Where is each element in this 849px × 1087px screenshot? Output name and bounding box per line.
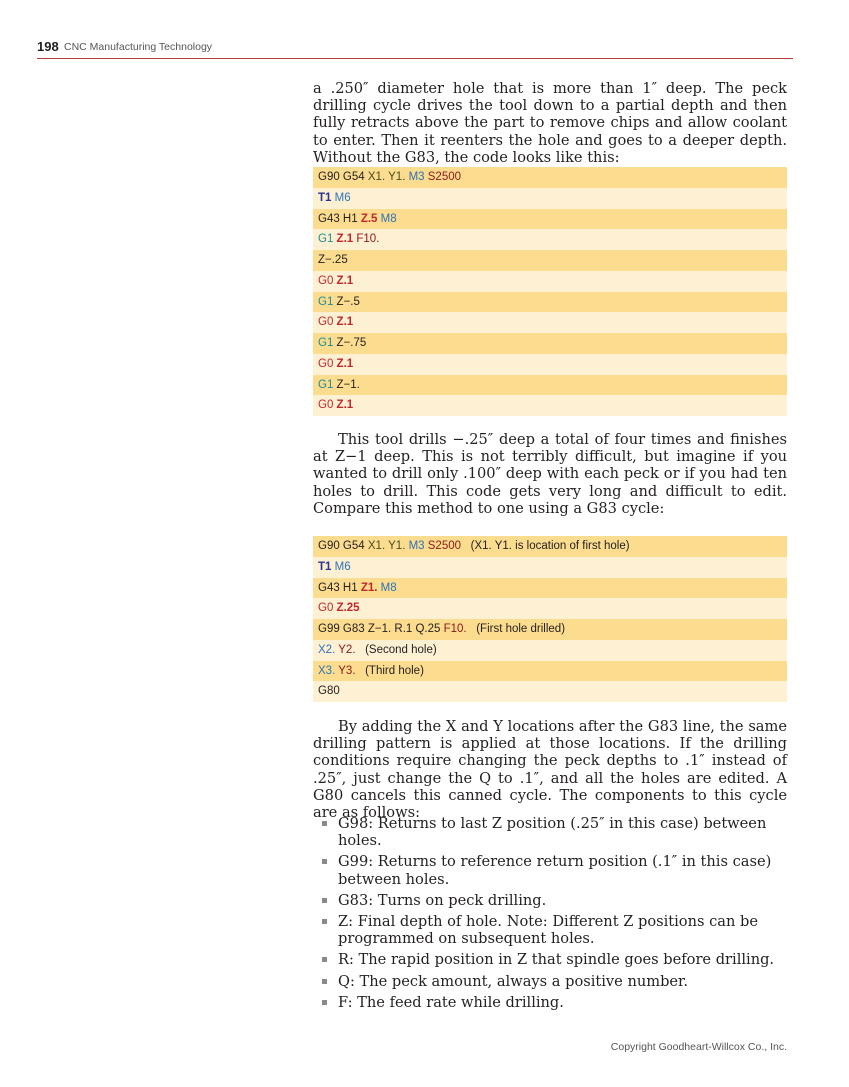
code-token: (First hole drilled): [466, 623, 566, 635]
list-item: [321, 994, 781, 1011]
code-token: T1: [318, 560, 335, 573]
code-line: [313, 661, 787, 682]
code-token: G99 G83 Z−1. R.1 Q.25: [318, 623, 444, 635]
page-header: [37, 38, 793, 59]
code-line: [313, 395, 787, 416]
code-token: T1: [318, 191, 335, 204]
code-line: [313, 598, 787, 619]
bullet-square-icon: [322, 957, 327, 962]
code-line: [313, 354, 787, 375]
code-token: Z.1: [336, 274, 354, 287]
code-line: [313, 375, 787, 396]
code-line: [313, 209, 787, 230]
code-token: G1: [318, 233, 337, 246]
components-paragraph-block: [313, 718, 787, 821]
list-item: [321, 892, 781, 909]
list-item-text: G98: Returns to last Z position (.25″ in this case) between holes.: [338, 815, 767, 850]
code-token: Z.1: [336, 357, 354, 370]
middle-paragraph: This tool drills −.25″ deep a total of four times and finishes at Z−1 deep. This is not terribly difficult, but imagine if you wanted to drill only .100″ deep with each peck or if you had ten holes to drill. This code gets very long and difficult to edit. Compare this method to one using a G83 cycle:: [313, 431, 787, 517]
list-item: [321, 913, 781, 947]
code-token: G0: [318, 274, 337, 287]
list-item: [321, 951, 781, 968]
list-item-text: Z: Final depth of hole. Note: Different Z positions can be programmed on subsequent holes.: [338, 913, 759, 948]
code-token: M3: [408, 540, 428, 552]
code-token: Z.1: [336, 316, 354, 329]
code-token: G0: [318, 399, 337, 412]
code-token: S2500: [427, 171, 462, 183]
code-token: Z.1: [336, 399, 354, 412]
code-token: F10.: [443, 623, 467, 635]
code-token: M3: [408, 171, 428, 183]
code-token: Z.25: [336, 602, 360, 615]
code-token: Z−.25: [318, 254, 348, 266]
code-token: M6: [334, 560, 351, 573]
list-item-text: R: The rapid position in Z that spindle goes before drilling.: [338, 951, 775, 969]
list-item-text: G99: Returns to reference return position (.1″ in this case) between holes.: [338, 853, 772, 888]
code-token: Z.1: [336, 233, 357, 246]
code-token: G90 G54: [318, 171, 368, 183]
code-token: (Third hole): [355, 664, 424, 677]
code-line: [313, 229, 787, 250]
code-token: Z−1.: [336, 378, 360, 391]
code-token: G0: [318, 316, 337, 329]
code-token: Y2.: [338, 643, 356, 656]
code-line: [313, 333, 787, 354]
code-token: F10: [356, 233, 377, 246]
code-line: [313, 681, 787, 702]
code-token: G80: [318, 685, 340, 698]
code-line: [313, 619, 787, 640]
code-token: G0: [318, 602, 337, 615]
code-line: [313, 292, 787, 313]
code-token: M6: [334, 191, 351, 204]
intro-paragraph: a .250″ diameter hole that is more than 1″ deep. The peck drilling cycle drives the tool down to a partial depth and then fully retracts above the part to remove chips and allow coolant to enter. Then it reenters the hole and goes to a deeper depth. Without the G83, the code looks like this:: [313, 80, 787, 166]
code-token: X2.: [318, 643, 339, 656]
bullet-square-icon: [322, 979, 327, 984]
intro-paragraph-block: [313, 80, 787, 166]
code-token: (Second hole): [355, 643, 437, 656]
list-item-text: Q: The peck amount, always a positive number.: [338, 972, 689, 990]
code-token: Z−.5: [336, 295, 360, 308]
code-token: M8: [380, 581, 397, 594]
cycle-components-list: [321, 815, 781, 1015]
code-token: Z.5: [360, 212, 381, 225]
list-item-text: G83: Turns on peck drilling.: [338, 891, 547, 909]
code-token: .: [376, 233, 380, 246]
code-line: [313, 188, 787, 209]
code-line: [313, 557, 787, 578]
code-token: Z−.75: [336, 337, 367, 349]
code-token: G43 H1: [318, 212, 361, 225]
bullet-square-icon: [322, 898, 327, 903]
code-line: [313, 640, 787, 661]
code-token: G0: [318, 357, 337, 370]
code-token: M8: [380, 212, 397, 225]
code-line: [313, 312, 787, 333]
code-token: G1: [318, 378, 337, 391]
list-item-text: F: The feed rate while drilling.: [338, 993, 564, 1011]
list-item: [321, 853, 781, 887]
code-token: G43 H1: [318, 581, 361, 594]
code-token: (X1. Y1. is location of first hole): [461, 540, 630, 552]
code-line: [313, 250, 787, 271]
code-token: S2500: [427, 540, 462, 552]
list-item: [321, 815, 781, 849]
page-number: 198: [37, 39, 59, 54]
code-token: G1: [318, 337, 337, 349]
code-token: X1. Y1.: [367, 171, 409, 183]
code-listing-without-g83: [313, 167, 787, 416]
code-line: [313, 536, 787, 557]
middle-paragraph-block: [313, 431, 787, 517]
list-item: [321, 973, 781, 990]
code-token: G90 G54: [318, 540, 368, 552]
copyright-footer: Copyright Goodheart-Willcox Co., Inc.: [610, 1041, 787, 1053]
code-token: G1: [318, 295, 337, 308]
code-token: Y3.: [338, 664, 356, 677]
code-token: X1. Y1.: [367, 540, 409, 552]
code-line: [313, 271, 787, 292]
code-line: [313, 578, 787, 599]
code-token: X3.: [318, 664, 339, 677]
bullet-square-icon: [322, 821, 327, 826]
code-token: Z1.: [360, 581, 381, 594]
book-title: CNC Manufacturing Technology: [64, 41, 213, 53]
bullet-square-icon: [322, 919, 327, 924]
components-paragraph: By adding the X and Y locations after the G83 line, the same drilling pattern is applied at those locations. If the drilling conditions require changing the peck depths to .1″ instead of .25″, just change the Q to .1″, and all the holes are edited. A G80 cancels this canned cycle. The components to this cycle are as follows:: [313, 718, 787, 822]
code-line: [313, 167, 787, 188]
bullet-square-icon: [322, 859, 327, 864]
bullet-square-icon: [322, 1000, 327, 1005]
code-listing-with-g83: [313, 536, 787, 702]
